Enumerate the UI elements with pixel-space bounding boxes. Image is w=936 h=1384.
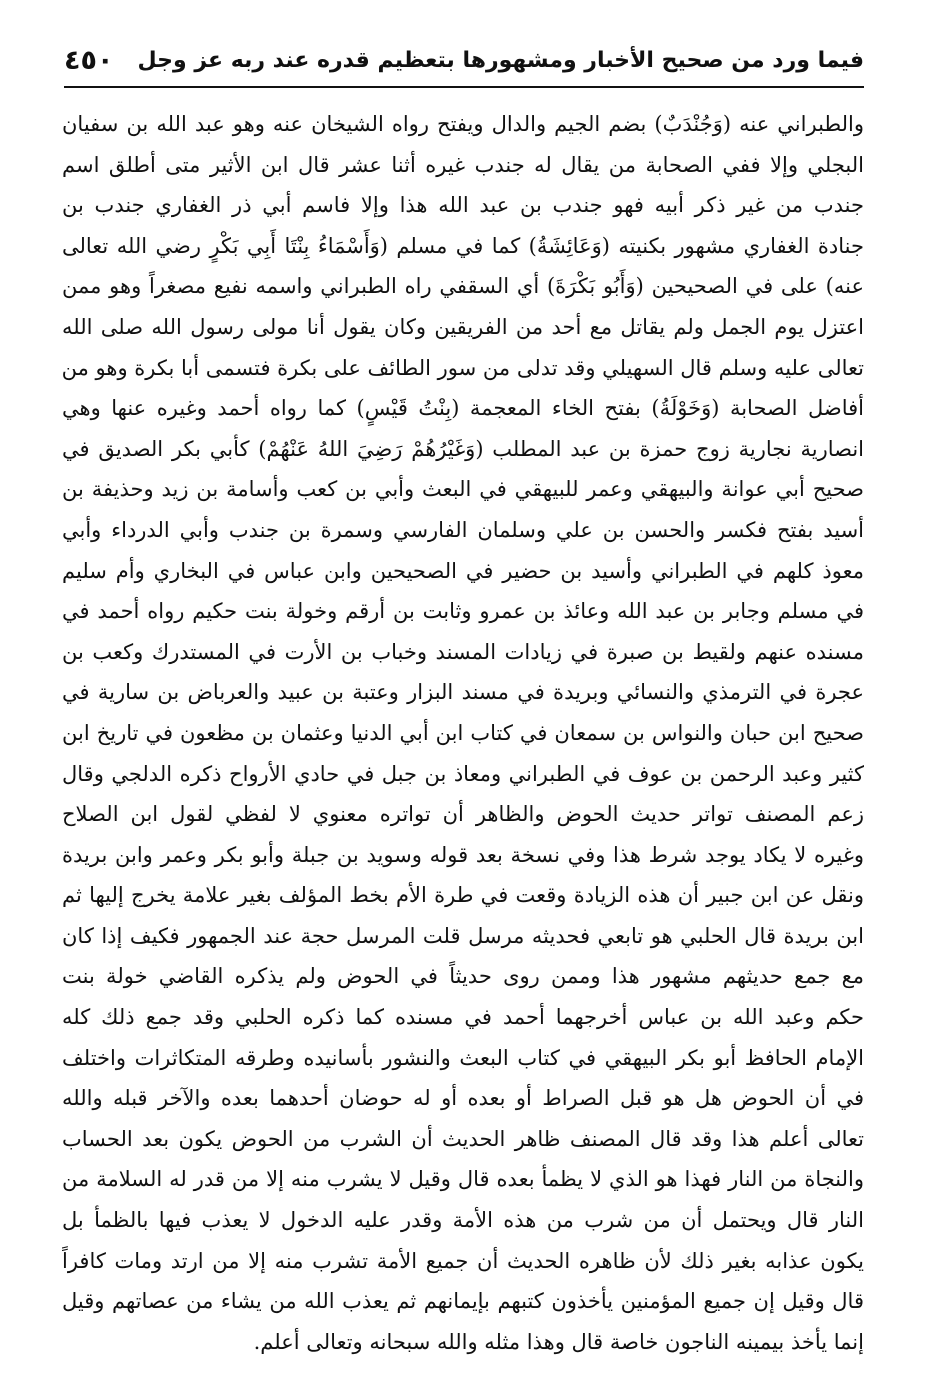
body-text <box>62 104 864 1362</box>
text-line: البجلي وإلا ففي الصحابة من يقال له جندب غيره أثنا عشر قال ابن الأثير متى أطلق اسم <box>62 152 864 177</box>
text-line: مع جمع حديثهم مشهور هذا وممن روى حديثاً في الحوض ولم يذكره القاضي خولة بنت <box>62 964 864 989</box>
text-line: النار قال ويحتمل أن من شرب من هذه الأمة وقدر عليه الدخول لا يعذب فيها بالظمأ بل <box>62 1208 864 1233</box>
text-line: انصارية نجارية زوج حمزة بن عبد المطلب (وَغَيْرُهُمْ رَضِيَ اللهُ عَنْهُمْ) كأبي بكر الصديق في <box>62 436 864 461</box>
text-line: يكون عذابه بغير ذلك لأن ظاهره الحديث أن جميع الأمة تشرب منه إلا من ارتد ومات كافراً <box>62 1248 864 1273</box>
text-line: ونقل عن ابن جبير أن هذه الزيادة وقعت في طرة الأم بخط المؤلف بغير علامة يخرج إليها ثم <box>62 883 864 908</box>
text-line: قال وقيل إن جميع المؤمنين يأخذون كتبهم بإيمانهم ثم يعذب الله من يشاء من عصاتهم وقيل <box>62 1289 864 1314</box>
text-line: صحيح ابن حبان والنواس بن سمعان في كتاب ابن أبي الدنيا وعثمان بن مظعون في تاريخ ابن <box>62 720 864 745</box>
running-header <box>64 38 864 82</box>
text-line: كثير وعبد الرحمن بن عوف في الطبراني ومعاذ بن جبل في حادي الأرواح ذكره الدلجي وقال <box>62 761 864 786</box>
text-line: أسيد بفتح فكسر والحسن بن علي وسلمان الفارسي وسمرة بن جندب وأبي الدرداء وأبي <box>62 517 864 542</box>
text-line: جنادة الغفاري مشهور بكنيته (وَعَائِشَةُ) كما في مسلم (وَأَسْمَاءُ بِنْتَا أَبِي بَكْرٍ رضي الله تعالى <box>62 233 864 258</box>
text-line: ابن بريدة قال الحلبي هو تابعي فحديثه مرسل قلت المرسل حجة عند الجمهور فكيف إذا كان <box>62 923 864 948</box>
text-line: والنجاة من النار فهذا هو الذي لا يظمأ بعده قال وقيل لا يشرب منه إلا من قدر له السلامة من <box>62 1167 864 1192</box>
text-line: عجرة في الترمذي والنسائي وبريدة في مسند البزار وعتبة بن عبيد والعرباض بن سارية في <box>62 680 864 705</box>
text-line: تعالى عليه وسلم قال السهيلي وقد تدلى من سور الطائف على بكرة فتسمى أبا بكرة وهو من <box>62 355 864 380</box>
text-line: صحيح أبي عوانة والبيهقي وعمر للبيهقي في البعث وأبي بن كعب وأسامة بن زيد وحذيفة بن <box>62 477 864 502</box>
text-line: إنما يأخذ بيمينه الناجون خاصة قال وهذا مثله والله سبحانه وتعالى أعلم. <box>253 1329 864 1354</box>
text-line: وغيره لا يكاد يوجد شرط هذا وفي نسخة بعد قوله وسويد بن جبلة وأبو بكر وعمر وابن بريدة <box>62 842 864 867</box>
page-number: ٤٥٠ <box>64 44 114 76</box>
text-line: زعم المصنف تواتر حديث الحوض والظاهر أن تواتره معنوي لا لفظي لقول ابن الصلاح <box>62 802 864 827</box>
text-line: والطبراني عنه (وَجُنْدَبٌ) بضم الجيم والدال ويفتح رواه الشيخان عنه وهو عبد الله بن سفيان <box>62 112 864 136</box>
text-line: عنه) على في الصحيحين (وَأَبُو بَكْرَةَ) أي السقفي راه الطبراني واسمه نفيع مصغراً وهو ممن <box>62 274 864 299</box>
text-line: في مسلم وجابر بن عبد الله وعائذ بن عمرو وثابت بن أرقم وخولة بنت حكيم رواه أحمد في <box>62 599 864 624</box>
text-line: جندب من غير ذكر أبيه فهو جندب بن عبد الله هذا وإلا فاسم أبي ذر الغفاري جندب بن <box>62 193 864 218</box>
header-divider <box>64 86 864 88</box>
text-line: مسنده عنهم ولقيط بن صبرة في زيادات المسند وخباب بن الأرت في المستدرك وكعب بن <box>62 639 864 664</box>
text-line: الإمام الحافظ أبو بكر البيهقي في كتاب البعث والنشور بأسانيده وطرقه المتكاثرات واختلف <box>62 1045 864 1070</box>
running-title: فيما ورد من صحيح الأخبار ومشهورها بتعظيم قدره عند ربه عز وجل <box>137 47 864 73</box>
text-line: في أن الحوض هل هو قبل الصراط أو بعده أو له حوضان أحدهما بعده والآخر قبله والله <box>62 1086 864 1111</box>
text-line: أفاضل الصحابة (وَخَوْلَةُ) بفتح الخاء المعجمة (بِنْتُ قَيْسٍ) كما رواه أحمد وغيره عنها وهي <box>62 396 864 421</box>
text-line: اعتزل يوم الجمل ولم يقاتل مع أحد من الفريقين وكان يقول أنا مولى رسول الله صلى الله <box>62 314 864 339</box>
text-line: معوذ كلهم في الطبراني وأسيد بن حضير في الصحيحين وابن عباس في البخاري وأم سليم <box>62 558 864 583</box>
text-line: تعالى أعلم هذا وقد قال المصنف ظاهر الحديث أن الشرب من الحوض يكون بعد الحساب <box>62 1126 864 1151</box>
text-line: حكم وعبد الله بن عباس أخرجهما أحمد في مسنده كما ذكره الحلبي وقد جمع ذلك كله <box>62 1005 864 1030</box>
